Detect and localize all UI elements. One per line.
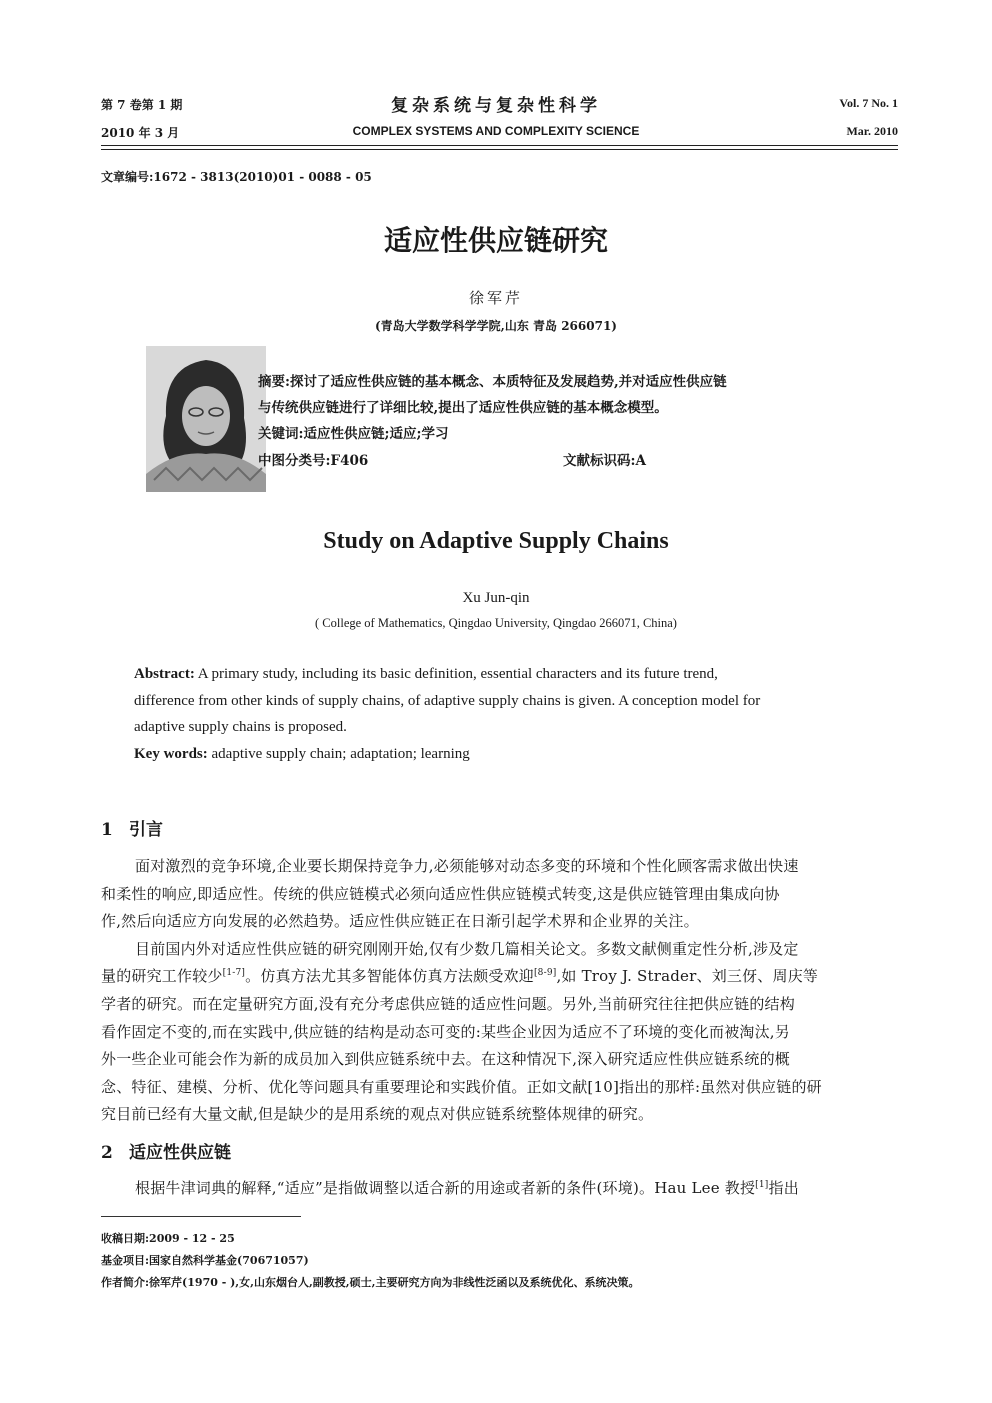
paper-title-en: Study on Adaptive Supply Chains: [323, 528, 669, 554]
paper-title-cn: 适应性供应链研究: [383, 224, 608, 257]
affiliation-en: ( College of Mathematics, Qingdao University, Qingdao 266071, China): [315, 616, 677, 630]
journal-title-en: COMPLEX SYSTEMS AND COMPLEXITY SCIENCE: [352, 124, 640, 138]
abstract-en-line: adaptive supply chains is proposed.: [134, 719, 347, 735]
body-line: 目前国内外对适应性供应链的研究刚刚开始,仅有少数几篇相关论文。多数文献侧重定性分析,涉及定: [135, 940, 799, 958]
document-code: 文献标识码:A: [563, 453, 646, 469]
body-line: 量的研究工作较少[1-7]。仿真方法尤其多智能体仿真方法颇受欢迎[8-9],如 Troy J. Strader、刘三伢、周庆等: [101, 967, 819, 985]
footnote-fund: 基金项目:国家自然科学基金(70671057): [101, 1254, 309, 1267]
section-heading-2: 2 适应性供应链: [101, 1143, 231, 1163]
abstract-cn-line: 摘要:探讨了适应性供应链的基本概念、本质特征及发展趋势,并对适应性供应链: [258, 374, 727, 390]
body-line: 学者的研究。而在定量研究方面,没有充分考虑供应链的适应性问题。另外,当前研究往往把供应链的结构: [101, 995, 795, 1013]
author-en: Xu Jun-qin: [462, 590, 530, 606]
author-cn: 徐军芹: [468, 289, 523, 307]
abstract-en-label: Abstract:: [134, 666, 195, 682]
body-line: 作,然后向适应方向发展的必然趋势。适应性供应链正在日渐引起学术界和企业界的关注。: [101, 912, 699, 930]
article-number: 文章编号:1672 - 3813(2010)01 - 0088 - 05: [101, 170, 372, 184]
citation-ref: [1-7]: [222, 968, 246, 978]
date-cn: 2010 年 3 月: [101, 126, 180, 140]
keywords-cn: 关键词:适应性供应链;适应;学习: [258, 426, 449, 442]
clc-number: 中图分类号:F406: [258, 453, 369, 469]
author-photo: [146, 346, 266, 492]
abstract-cn-line: 与传统供应链进行了详细比较,提出了适应性供应链的基本概念模型。: [258, 400, 668, 416]
abstract-en-line: difference from other kinds of supply chains, of adaptive supply chains is given. A conception model for: [134, 693, 761, 709]
body-line: 根据牛津词典的解释,“适应”是指做调整以适合新的用途或者新的条件(环境)。Hau Lee 教授[1]指出: [135, 1179, 799, 1197]
header-rule-thick: [101, 145, 898, 146]
keywords-en-label: Key words:: [134, 746, 208, 762]
body-line: 和柔性的响应,即适应性。传统的供应链模式必须向适应性供应链模式转变,这是供应链管理由集成向协: [101, 885, 780, 903]
body-line: 究目前已经有大量文献,但是缺少的是用系统的观点对供应链系统整体规律的研究。: [101, 1105, 654, 1123]
journal-title-cn: 复杂系统与复杂性科学: [391, 96, 601, 116]
volume-issue-en: Vol. 7 No. 1: [839, 96, 898, 110]
section-heading-1: 1 引言: [101, 820, 163, 840]
body-line: 念、特征、建模、分析、优化等问题具有重要理论和实践价值。正如文献[10]指出的那样:虽然对供应链的研: [101, 1078, 822, 1096]
abstract-en-line: Abstract: A primary study, including its basic definition, essential characters and its future trend,: [134, 666, 718, 682]
volume-issue-cn: 第 7 卷第 1 期: [101, 98, 183, 112]
header-rule-thin: [101, 149, 898, 150]
footnote-rule: [101, 1216, 301, 1217]
footnote-received: 收稿日期:2009 - 12 - 25: [101, 1232, 235, 1245]
keywords-en: Key words: adaptive supply chain; adaptation; learning: [134, 746, 470, 762]
footnote-bio: 作者简介:徐军芹(1970 - ),女,山东烟台人,副教授,硕士,主要研究方向为非线性泛函以及系统优化、系统决策。: [101, 1276, 640, 1289]
body-line: 外一些企业可能会作为新的成员加入到供应链系统中去。在这种情况下,深入研究适应性供应链系统的概: [101, 1050, 790, 1068]
body-line: 看作固定不变的,而在实践中,供应链的结构是动态可变的:某些企业因为适应不了环境的变化而被淘汰,另: [101, 1023, 790, 1041]
citation-ref: [1]: [755, 1180, 769, 1190]
body-line: 面对激烈的竞争环境,企业要长期保持竞争力,必须能够对动态多变的环境和个性化顾客需求做出快速: [135, 857, 799, 875]
citation-ref: [8-9]: [533, 968, 557, 978]
date-en: Mar. 2010: [846, 124, 898, 138]
affiliation-cn: (青岛大学数学科学学院,山东 青岛 266071): [375, 319, 617, 333]
